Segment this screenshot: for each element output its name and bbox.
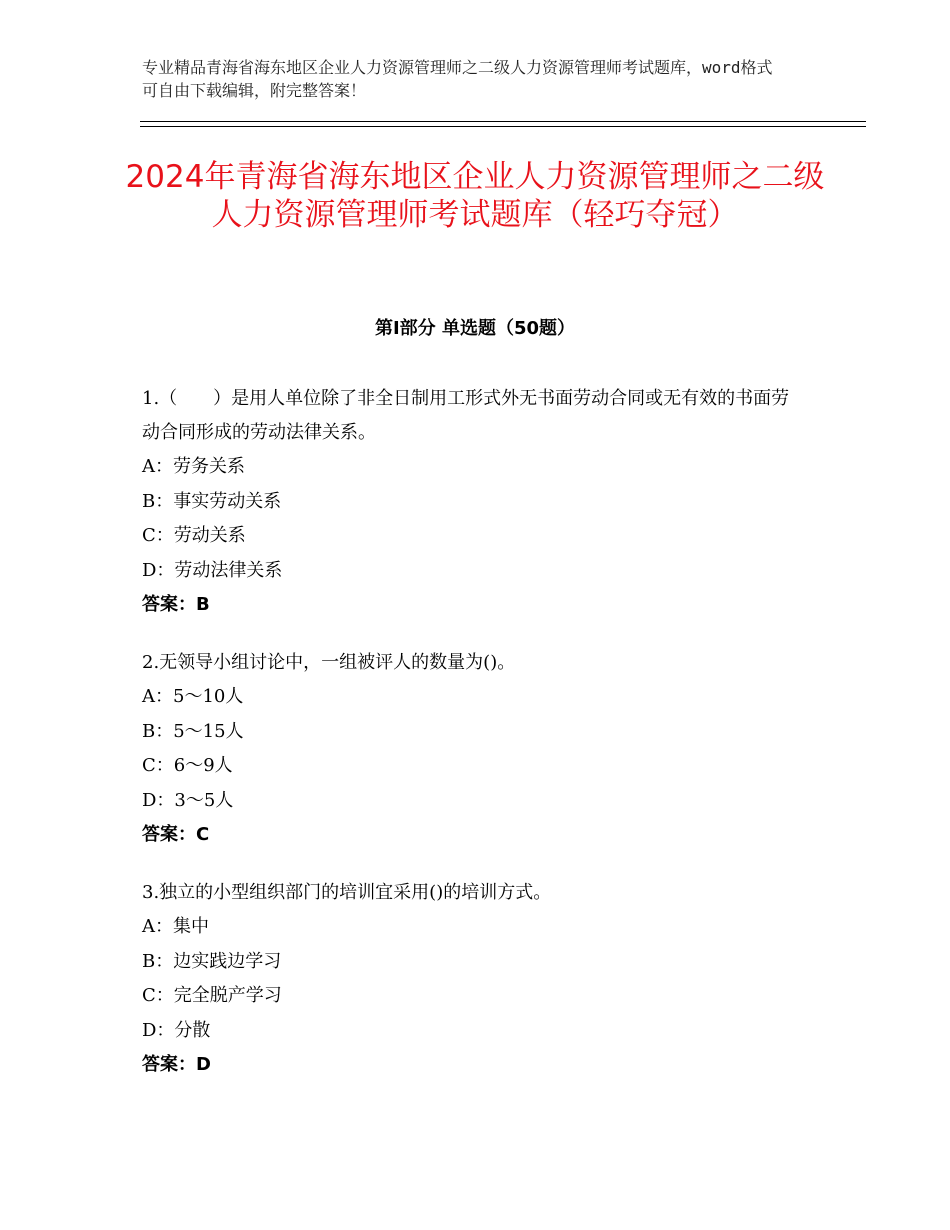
option-c: C：6～9人 (142, 755, 233, 776)
answer: 答案：C (142, 824, 210, 845)
header-divider (140, 121, 866, 127)
question-stem: 2.无领导小组讨论中，一组被评人的数量为()。 (142, 652, 516, 673)
option-b: B：边实践边学习 (142, 950, 282, 972)
question-2 (142, 646, 802, 852)
question-1 (142, 382, 802, 622)
option-d: D：分散 (142, 1019, 211, 1041)
answer: 答案：B (142, 594, 210, 615)
question-stem: 1.（ ）是用人单位除了非全日制用工形式外无书面劳动合同或无有效的书面劳动合同形成的劳动法律关系。 (142, 388, 790, 443)
option-b: B：5～15人 (142, 720, 244, 742)
question-stem: 3.独立的小型组织部门的培训宜采用()的培训方式。 (142, 882, 552, 903)
answer: 答案：D (142, 1054, 211, 1075)
option-c: C：劳动关系 (142, 525, 246, 546)
document-title: 2024年青海省海东地区企业人力资源管理师之二级人力资源管理师考试题库（轻巧夺冠） (125, 159, 825, 233)
option-a: A：集中 (142, 916, 209, 937)
question-list (142, 382, 802, 1106)
option-b: B：事实劳动关系 (142, 490, 282, 512)
question-3 (142, 876, 802, 1082)
option-c: C：完全脱产学习 (142, 985, 282, 1006)
option-d: D：3～5人 (142, 789, 234, 811)
option-d: D：劳动法律关系 (142, 559, 283, 581)
header-note: 专业精品青海省海东地区企业人力资源管理师之二级人力资源管理师考试题库，word格式可自由下载编辑，附完整答案！ (142, 58, 773, 100)
option-a: A：劳务关系 (142, 456, 245, 477)
option-a: A：5～10人 (142, 686, 244, 707)
part-heading: 第Ⅰ部分 单选题（50题） (374, 318, 575, 339)
